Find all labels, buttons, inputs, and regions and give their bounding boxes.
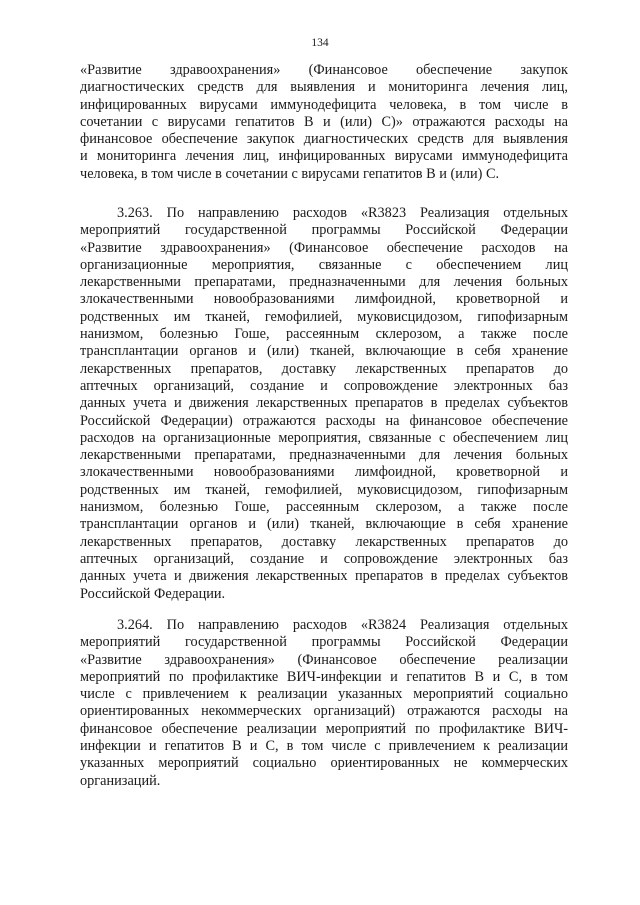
text-line: финансовое обеспечение реализации мероприятий по профилактике ВИЧ- — [80, 720, 568, 737]
text-line: финансовое обеспечение закупок диагностических средств для выявления — [80, 131, 568, 148]
text-line: злокачественными новообразованиями лимфоидной, кроветворной и — [80, 291, 568, 308]
text-line: «Развитие здравоохранения» (Финансовое обеспечение реализации — [80, 651, 568, 668]
text-line: родственных им тканей, гемофилией, муковисцидозом, гипофизарным — [80, 481, 568, 498]
page-number: 134 — [311, 37, 329, 49]
text-line: нанизмом, болезнью Гоше, рассеянным склерозом, а также после — [80, 326, 568, 343]
text-line: 3.263. По направлению расходов «R3823 Реализация отдельных — [117, 205, 568, 221]
text-line: мероприятий государственной программы Российской Федерации — [80, 222, 568, 239]
text-line: лекарственных препаратов, доставку лекарственных препаратов до — [80, 360, 568, 377]
text-line: и мониторинга лечения лиц, инфицированных вирусами иммунодефицита — [80, 148, 568, 165]
text-line: сочетании с вирусами гепатитов В и (или) С)» отражаются расходы на — [80, 113, 568, 130]
paragraph-continuation — [80, 62, 568, 183]
text-line: злокачественными новообразованиями лимфоидной, кроветворной и — [80, 464, 568, 481]
text-line: Российской Федерации. — [80, 585, 226, 602]
text-line: лекарственными препаратами, предназначенными для лечения больных — [80, 274, 568, 291]
text-line: лекарственных препаратов, доставку лекарственных препаратов до — [80, 533, 568, 550]
text-line: инфекции и гепатитов В и С, в том числе с привлечением к реализации — [80, 738, 568, 755]
text-line: человека, в том числе в сочетании с вирусами гепатитов В и (или) С. — [80, 165, 500, 182]
paragraph-3-264 — [80, 617, 568, 790]
text-line: аптечных организаций, создание и сопровождение электронных баз — [80, 550, 568, 567]
text-line: Российской Федерации) отражаются расходы на финансовое обеспечение — [80, 412, 568, 429]
text-line: лекарственными препаратами, предназначенными для лечения больных — [80, 447, 568, 464]
text-line: аптечных организаций, создание и сопровождение электронных баз — [80, 377, 568, 394]
text-line: данных учета и движения лекарственных препаратов в пределах субъектов — [80, 395, 568, 412]
text-line: трансплантации органов и (или) тканей, включающие в себя хранение — [80, 343, 568, 360]
text-line: указанных мероприятий социально ориентированных не коммерческих — [80, 755, 568, 772]
text-line: «Развитие здравоохранения» (Финансовое обеспечение закупок — [80, 62, 568, 78]
text-line: расходов на организационные мероприятия, связанные с обеспечением лиц — [80, 429, 568, 446]
paragraph-3-263 — [80, 205, 568, 603]
text-line: данных учета и движения лекарственных препаратов в пределах субъектов — [80, 568, 568, 585]
text-line: организаций. — [80, 772, 161, 789]
text-line: числе с привлечением к реализации указанных мероприятий социально — [80, 686, 568, 703]
text-line: «Развитие здравоохранения» (Финансовое обеспечение расходов на — [80, 239, 568, 256]
text-line: трансплантации органов и (или) тканей, включающие в себя хранение — [80, 516, 568, 533]
text-line: мероприятий по профилактике ВИЧ-инфекции и гепатитов В и С, в том — [80, 668, 568, 685]
text-line: мероприятий государственной программы Российской Федерации — [80, 634, 568, 651]
text-line: организационные мероприятия, связанные с обеспечением лиц — [80, 256, 568, 273]
text-line: диагностических средств для выявления и мониторинга лечения лиц, — [80, 79, 568, 96]
text-line: инфицированных вирусами иммунодефицита человека, в том числе в — [80, 96, 568, 113]
text-line: родственных им тканей, гемофилией, муковисцидозом, гипофизарным — [80, 308, 568, 325]
text-line: ориентированных некоммерческих организаций) отражаются расходы на — [80, 703, 568, 720]
text-line: нанизмом, болезнью Гоше, рассеянным склерозом, а также после — [80, 499, 568, 516]
text-line: 3.264. По направлению расходов «R3824 Реализация отдельных — [117, 617, 568, 633]
